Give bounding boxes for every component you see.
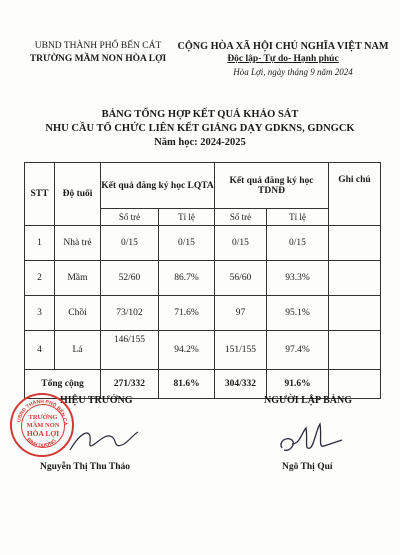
cell-lqta-ratio: 0/15: [159, 226, 215, 261]
cell-lqta-ratio: 71.6%: [159, 296, 215, 331]
col-tdnd-ratio: Tỉ lệ: [267, 209, 329, 226]
stamp-line3: HÒA LỢI: [26, 429, 60, 438]
cell-stt: 1: [25, 226, 55, 261]
cell-tdnd-count: 0/15: [215, 226, 267, 261]
cell-lqta-ratio: 94.2%: [159, 331, 215, 370]
cell-tdnd-ratio: 95.1%: [267, 296, 329, 331]
doc-title-line2: NHU CẦU TỔ CHỨC LIÊN KẾT GIẢNG DẠY GDKNS, GDNGCK: [45, 123, 355, 134]
cell-age: Nhà trẻ: [55, 226, 101, 261]
stamp-line2: MẦM NON: [26, 422, 60, 429]
cell-stt: 2: [25, 261, 55, 296]
svg-text:UBND THÀNH PHỐ BẾN CÁT: UBND THÀNH PHỐ BẾN CÁ: [16, 398, 69, 426]
cell-tdnd-count: 97: [215, 296, 267, 331]
cell-age: Mầm: [55, 261, 101, 296]
cell-tdnd-ratio: 97.4%: [267, 331, 329, 370]
cell-lqta-ratio: 86.7%: [159, 261, 215, 296]
table-row: [25, 331, 381, 370]
cell-note: [329, 261, 381, 296]
total-tdnd-count: 304/332: [215, 370, 267, 399]
principal-signature: [62, 420, 142, 460]
col-note: Ghi chú: [329, 163, 381, 226]
principal-title: HIỆU TRƯỞNG: [60, 395, 133, 406]
col-lqta-ratio: Tỉ lệ: [159, 209, 215, 226]
preparer-title: NGƯỜI LẬP BẢNG: [264, 395, 352, 406]
date-line: Hòa Lợi, ngày tháng 9 năm 2024: [233, 67, 353, 77]
cell-tdnd-count: 56/60: [215, 261, 267, 296]
col-age: Độ tuổi: [55, 163, 101, 226]
cell-lqta-count: 73/102: [101, 296, 159, 331]
col-lqta: Kết quả đăng ký học LQTA: [101, 163, 215, 209]
total-tdnd-ratio: 91.6%: [267, 370, 329, 399]
cell-stt: 3: [25, 296, 55, 331]
cell-age: Lá: [55, 331, 101, 370]
nation-line1: CỘNG HÒA XÃ HỘI CHỦ NGHĨA VIỆT NAM: [177, 41, 389, 52]
principal-name: Nguyễn Thị Thu Thảo: [40, 462, 131, 472]
cell-tdnd-ratio: 0/15: [267, 226, 329, 261]
svg-text:BÌNH DƯƠNG: BÌNH DƯƠNG: [25, 436, 58, 450]
table-row: [25, 296, 381, 331]
table-row: [25, 226, 381, 261]
cell-note: [329, 226, 381, 261]
col-tdnd: Kết quả đăng ký học TDNĐ: [215, 163, 329, 209]
total-lqta-ratio: 81.6%: [159, 370, 215, 399]
stamp-line1: TRƯỜNG: [28, 414, 58, 421]
cell-lqta-count: 0/15: [101, 226, 159, 261]
cell-tdnd-count: 151/155: [215, 331, 267, 370]
cell-note: [329, 331, 381, 370]
cell-lqta-count: 52/60: [101, 261, 159, 296]
col-tdnd-count: Số trẻ: [215, 209, 267, 226]
total-label: Tổng cộng: [25, 370, 101, 399]
cell-lqta-count: 146/155: [101, 331, 159, 370]
org-line2: TRƯỜNG MẦM NON HÒA LỢI: [29, 54, 167, 64]
preparer-signature: [276, 418, 346, 462]
doc-title-line1: BẢNG TỔNG HỢP KẾT QUẢ KHẢO SÁT: [101, 109, 299, 120]
results-table: [24, 162, 381, 399]
org-header: [18, 40, 178, 66]
table-row: [25, 261, 381, 296]
org-line1: UBND THÀNH PHỐ BẾN CÁT: [34, 41, 162, 51]
stamp-inner: [21, 404, 65, 448]
total-lqta-count: 271/332: [101, 370, 159, 399]
cell-tdnd-ratio: 93.3%: [267, 261, 329, 296]
cell-age: Chồi: [55, 296, 101, 331]
cell-note: [329, 296, 381, 331]
nation-motto: Độc lập- Tự do- Hạnh phúc: [227, 54, 339, 64]
preparer-name: Ngô Thị Quí: [282, 462, 333, 472]
nation-header: [172, 40, 394, 79]
col-stt: STT: [25, 163, 55, 226]
col-lqta-count: Số trẻ: [101, 209, 159, 226]
doc-title-line3: Năm học: 2024-2025: [154, 137, 246, 148]
cell-stt: 4: [25, 331, 55, 370]
